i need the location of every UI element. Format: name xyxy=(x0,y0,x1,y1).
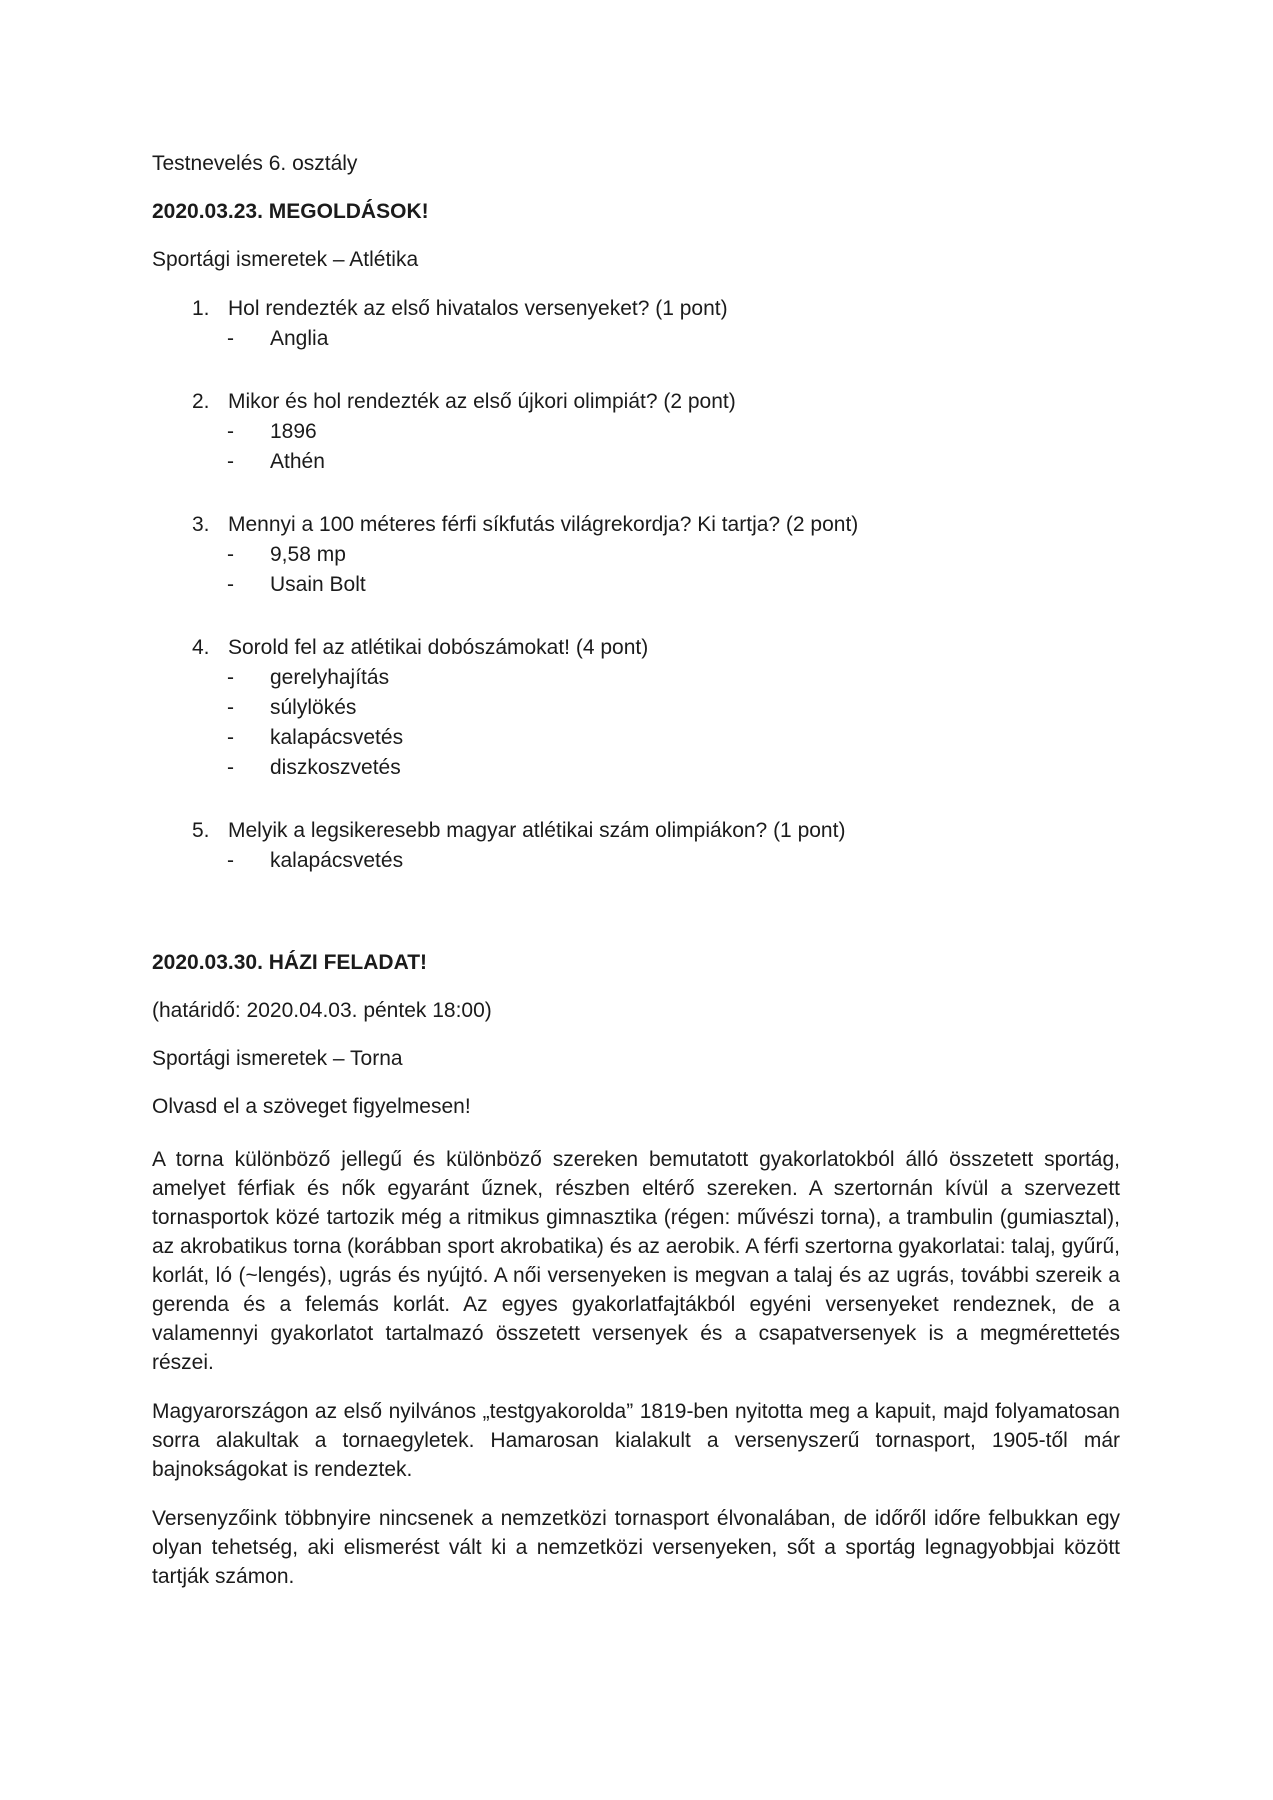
homework-heading: 2020.03.30. HÁZI FELADAT! xyxy=(152,951,428,974)
answer-row xyxy=(152,753,1120,783)
answer-row xyxy=(152,417,1120,447)
answer-dash-marker: - xyxy=(227,543,234,566)
body-paragraph: Versenyzőink többnyire nincsenek a nemzetközi tornasport élvonalában, de időről időre felbukkan egy olyan tehetség, aki elismerést vált ki a nemzetközi versenyeken, sőt a sportág legnagyobbjai között tartják számon. xyxy=(152,1507,1120,1588)
solutions-subject-line: Sportági ismeretek – Atlétika xyxy=(152,248,419,271)
homework-instruction-line: Olvasd el a szöveget figyelmesen! xyxy=(152,1095,471,1118)
question-list xyxy=(152,294,1120,876)
answer-text: gerelyhajítás xyxy=(270,666,390,689)
question-number: 2. xyxy=(192,390,210,413)
answer-text: diszkoszvetés xyxy=(270,756,401,779)
answer-row xyxy=(152,447,1120,477)
answer-text: Anglia xyxy=(270,327,329,350)
question-number: 5. xyxy=(192,819,210,842)
body-paragraph: A torna különböző jellegű és különböző szereken bemutatott gyakorlatokból álló összetett sportág, amelyet férfiak és nők egyaránt űznek, részben eltérő szereken. A szertornán kívül a szervezett tornasportok közé tartozik még a ritmikus gimnasztika (régen: művészi torna), a trambulin (gumiasztal), az akrobatikus torna (korábban sport akrobatika) és az aerobik. A férfi szertorna gyakorlatai: talaj, gyűrű, korlát, ló (~lengés), ugrás és nyújtó. A női versenyeken is megvan a talaj és az ugrás, további szereik a gerenda és a felemás korlát. Az egyes gyakorlatfajtákból egyéni versenyeket rendeznek, de a valamennyi gyakorlatot tartalmazó összetett versenyek és a csapatversenyek is a megmérettetés részei. xyxy=(152,1148,1120,1374)
answer-row xyxy=(152,540,1120,570)
homework-subject-line: Sportági ismeretek – Torna xyxy=(152,1047,403,1070)
question-row xyxy=(152,816,1120,846)
answer-row xyxy=(152,570,1120,600)
solutions-heading: 2020.03.23. MEGOLDÁSOK! xyxy=(152,200,429,223)
answer-text: 1896 xyxy=(270,420,317,443)
question-block xyxy=(152,816,1120,876)
question-number: 4. xyxy=(192,636,210,659)
question-text: Melyik a legsikeresebb magyar atlétikai szám olimpiákon? (1 pont) xyxy=(228,819,846,842)
answer-dash-marker: - xyxy=(227,327,234,350)
answer-dash-marker: - xyxy=(227,726,234,749)
question-text: Hol rendezték az első hivatalos versenyeket? (1 pont) xyxy=(228,297,728,320)
doc-header-line: Testnevelés 6. osztály xyxy=(152,152,358,175)
question-number: 1. xyxy=(192,297,210,320)
answer-text: kalapácsvetés xyxy=(270,726,404,749)
answer-dash-marker: - xyxy=(227,420,234,443)
question-row xyxy=(152,294,1120,324)
answer-dash-marker: - xyxy=(227,450,234,473)
question-block xyxy=(152,294,1120,354)
question-row xyxy=(152,633,1120,663)
answer-dash-marker: - xyxy=(227,756,234,779)
answer-text: Athén xyxy=(270,450,325,473)
body-paragraphs xyxy=(152,1145,1120,1591)
question-number: 3. xyxy=(192,513,210,536)
question-block xyxy=(152,633,1120,783)
answer-text: Usain Bolt xyxy=(270,573,366,596)
question-row xyxy=(152,510,1120,540)
answer-row xyxy=(152,324,1120,354)
question-row xyxy=(152,387,1120,417)
answer-row xyxy=(152,693,1120,723)
question-text: Mikor és hol rendezték az első újkori olimpiát? (2 pont) xyxy=(228,390,736,413)
answer-row xyxy=(152,723,1120,753)
answer-text: súlylökés xyxy=(270,696,357,719)
body-paragraph: Magyarországon az első nyilvános „testgyakorolda” 1819-ben nyitotta meg a kapuit, majd folyamatosan sorra alakultak a tornaegyletek. Hamarosan kialakult a versenyszerű tornasport, 1905-től már bajnokságokat is rendeztek. xyxy=(152,1400,1120,1481)
question-text: Mennyi a 100 méteres férfi síkfutás világrekordja? Ki tartja? (2 pont) xyxy=(228,513,859,536)
answer-dash-marker: - xyxy=(227,849,234,872)
question-block xyxy=(152,510,1120,600)
answer-dash-marker: - xyxy=(227,696,234,719)
homework-deadline-line: (határidő: 2020.04.03. péntek 18:00) xyxy=(152,999,492,1022)
question-block xyxy=(152,387,1120,477)
document-content xyxy=(152,150,1120,1611)
answer-text: 9,58 mp xyxy=(270,543,346,566)
answer-row xyxy=(152,846,1120,876)
question-text: Sorold fel az atlétikai dobószámokat! (4 pont) xyxy=(228,636,649,659)
answer-row xyxy=(152,663,1120,693)
answer-text: kalapácsvetés xyxy=(270,849,404,872)
answer-dash-marker: - xyxy=(227,666,234,689)
answer-dash-marker: - xyxy=(227,573,234,596)
